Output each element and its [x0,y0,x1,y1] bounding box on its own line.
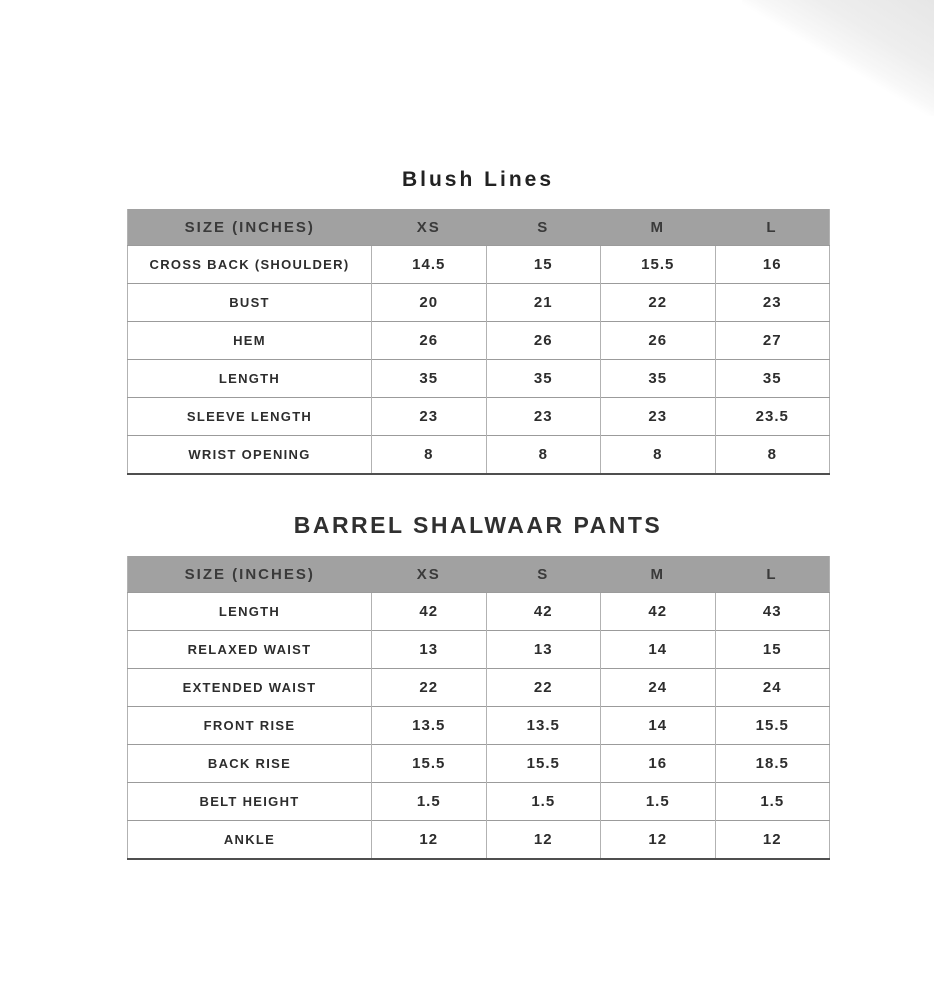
measurement-value: 13.5 [372,707,487,745]
measurement-value: 35 [715,360,830,398]
measurement-value: 24 [601,669,716,707]
measurement-value: 13.5 [486,707,601,745]
measurement-value: 1.5 [601,783,716,821]
measurement-value: 15.5 [601,246,716,284]
barrel-shalwaar-pants-size-table [127,556,830,860]
measurement-label: BELT HEIGHT [128,783,372,821]
measurement-value: 26 [601,322,716,360]
measurement-value: 42 [601,593,716,631]
measurement-label: WRIST OPENING [128,436,372,475]
measurement-value: 35 [486,360,601,398]
blush-lines-title: Blush Lines [401,168,555,191]
measurement-value: 21 [486,284,601,322]
measurement-value: 23.5 [715,398,830,436]
measurement-row [128,398,830,436]
size-column-header: L [715,556,830,593]
size-inches-header: SIZE (INCHES) [128,209,372,246]
measurement-row [128,631,830,669]
size-column-header: XS [372,556,487,593]
measurement-row [128,284,830,322]
measurement-value: 8 [486,436,601,475]
size-column-header: L [715,209,830,246]
measurement-row [128,436,830,475]
measurement-value: 13 [486,631,601,669]
measurement-value: 14 [601,631,716,669]
measurement-row [128,821,830,860]
measurement-value: 22 [486,669,601,707]
measurement-value: 8 [372,436,487,475]
measurement-value: 13 [372,631,487,669]
measurement-value: 23 [601,398,716,436]
size-column-header: M [601,209,716,246]
measurement-label: RELAXED WAIST [128,631,372,669]
measurement-value: 42 [372,593,487,631]
measurement-value: 12 [486,821,601,860]
measurement-value: 12 [372,821,487,860]
measurement-value: 18.5 [715,745,830,783]
measurement-value: 23 [715,284,830,322]
size-column-header: S [486,209,601,246]
measurement-value: 12 [715,821,830,860]
measurement-label: BUST [128,284,372,322]
measurement-value: 43 [715,593,830,631]
measurement-value: 42 [486,593,601,631]
measurement-value: 15 [486,246,601,284]
measurement-value: 15.5 [486,745,601,783]
measurement-label: HEM [128,322,372,360]
measurement-row [128,707,830,745]
measurement-value: 26 [372,322,487,360]
measurement-value: 27 [715,322,830,360]
blush-lines-size-table [127,209,830,475]
measurement-value: 8 [601,436,716,475]
measurement-label: LENGTH [128,593,372,631]
measurement-label: CROSS BACK (SHOULDER) [128,246,372,284]
size-column-header: M [601,556,716,593]
measurement-value: 12 [601,821,716,860]
measurement-row [128,322,830,360]
size-column-header: XS [372,209,487,246]
measurement-label: SLEEVE LENGTH [128,398,372,436]
measurement-value: 22 [372,669,487,707]
measurement-row [128,360,830,398]
size-chart-table [127,209,830,475]
measurement-value: 1.5 [372,783,487,821]
measurement-row [128,593,830,631]
measurement-label: FRONT RISE [128,707,372,745]
measurement-value: 14.5 [372,246,487,284]
measurement-value: 20 [372,284,487,322]
measurement-label: ANKLE [128,821,372,860]
measurement-value: 35 [372,360,487,398]
barrel-shalwaar-pants-title: BARREL SHALWAAR PANTS [293,512,663,538]
measurement-value: 22 [601,284,716,322]
size-column-header: S [486,556,601,593]
measurement-value: 35 [601,360,716,398]
measurement-value: 24 [715,669,830,707]
measurement-row [128,745,830,783]
measurement-value: 8 [715,436,830,475]
size-header-row [128,209,830,246]
measurement-label: EXTENDED WAIST [128,669,372,707]
measurement-row [128,669,830,707]
corner-shade-decoration [742,0,934,116]
measurement-row [128,783,830,821]
measurement-label: LENGTH [128,360,372,398]
measurement-value: 1.5 [486,783,601,821]
measurement-value: 26 [486,322,601,360]
measurement-value: 15.5 [715,707,830,745]
measurement-value: 16 [715,246,830,284]
size-inches-header: SIZE (INCHES) [128,556,372,593]
measurement-value: 23 [486,398,601,436]
size-header-row [128,556,830,593]
measurement-value: 1.5 [715,783,830,821]
measurement-value: 15 [715,631,830,669]
measurement-value: 23 [372,398,487,436]
measurement-value: 16 [601,745,716,783]
measurement-row [128,246,830,284]
measurement-label: BACK RISE [128,745,372,783]
measurement-value: 14 [601,707,716,745]
measurement-value: 15.5 [372,745,487,783]
size-chart-table [127,556,830,860]
